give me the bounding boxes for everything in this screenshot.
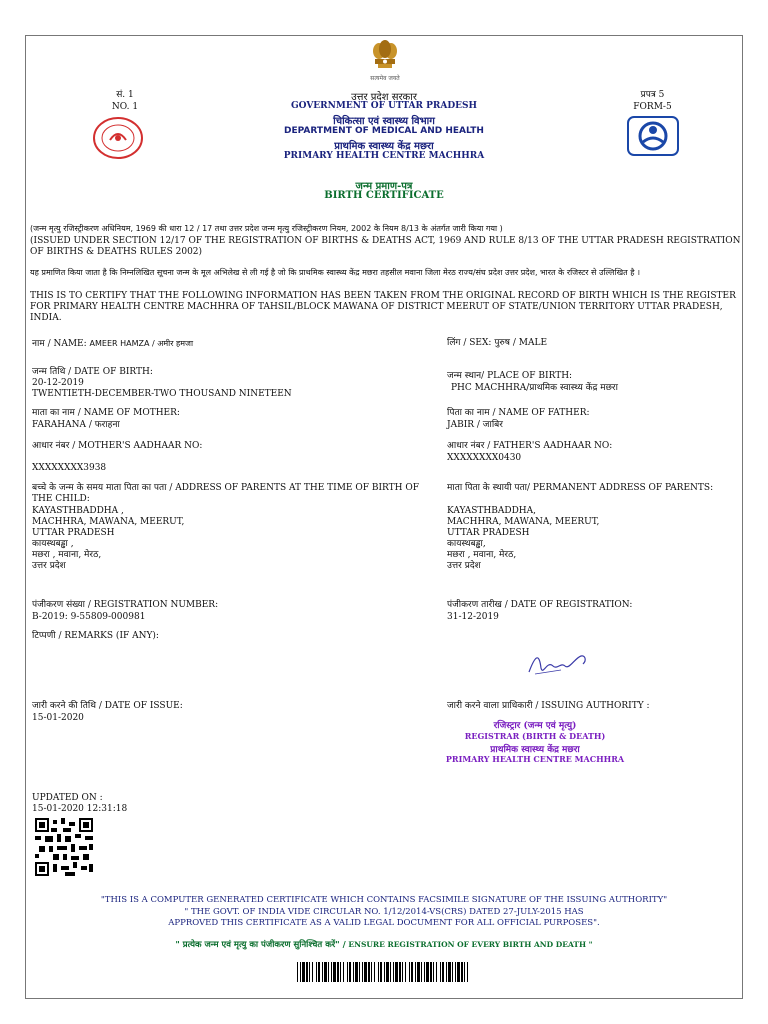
barcode-bar [421, 962, 422, 982]
barcode-icon [297, 962, 471, 982]
barcode-bar [355, 962, 358, 982]
barcode-bar [461, 962, 463, 982]
name-label-text: नाम / NAME: [32, 339, 87, 349]
qr-code [35, 818, 93, 876]
barcode-bar [312, 962, 313, 982]
certify-hindi: यह प्रमाणित किया जाता है कि निम्नलिखित सूचना जन्म के मूल अभिलेख से ली गई है जो कि प्राथमिक स्वास्थ्य केंद्र मछरा तहसील मवाना जिला मेरठ राज्य/संघ प्रदेश उत्तर प्रदेश, भारत के रजिस्टर से उल्लिखित है । [30, 268, 641, 277]
barcode-bar [402, 962, 403, 982]
address-line: उत्तर प्रदेश [447, 561, 481, 571]
signature [525, 646, 595, 680]
registrar-phc: PRIMARY HEALTH CENTRE MACHHRA [445, 754, 625, 764]
barcode-bar [440, 962, 441, 982]
updated-label: UPDATED ON : [32, 793, 103, 803]
barcode-bar [300, 962, 301, 982]
slogan-hindi: " प्रत्येक जन्म एवं मृत्यु का पंजीकरण सुनिश्चित करें" / [175, 940, 346, 950]
father-aadhaar-value: XXXXXXXX0430 [447, 453, 522, 463]
dob-words: TWENTIETH-DECEMBER-TWO THOUSAND NINETEEN [32, 389, 292, 399]
name-label [32, 338, 193, 350]
remarks-label: टिप्पणी / REMARKS (IF ANY): [32, 631, 159, 641]
barcode-bar [409, 962, 410, 982]
barcode-bar [384, 962, 385, 982]
barcode-bar [297, 962, 298, 982]
footer-computer-generated: "THIS IS A COMPUTER GENERATED CERTIFICATE WHICH CONTAINS FACSIMILE SIGNATURE OF THE ISSUING AUTHORITY" [100, 895, 668, 905]
address-line: कायस्थबड्ढा , [32, 539, 74, 549]
barcode-bar [309, 962, 310, 982]
phc-name: PRIMARY HEALTH CENTRE MACHHRA [283, 151, 485, 161]
barcode-bar [442, 962, 444, 982]
registrar-phc-hindi: प्राथमिक स्वास्थ्य केंद्र मछरा [490, 745, 580, 755]
address-perm-block [447, 506, 599, 572]
barcode-bar [380, 962, 382, 982]
barcode-bar [417, 962, 420, 982]
barcode-bar [322, 962, 323, 982]
reg-date-label: पंजीकरण तारीख / DATE OF REGISTRATION: [447, 600, 633, 610]
barcode-bar [316, 962, 317, 982]
barcode-bar [448, 962, 451, 982]
barcode-bar [374, 962, 375, 982]
address-line: KAYASTHBADDHA, [447, 506, 537, 516]
barcode [297, 962, 471, 982]
pob-label: जन्म स्थान/ PLACE OF BIRTH: [447, 371, 573, 381]
issued-under-hindi: (जन्म मृत्यु रजिस्ट्रीकरण अधिनियम, 1969 की धारा 12 / 17 तथा उत्तर प्रदेश जन्म मृत्यु रजिस्ट्रीकरण नियम, 2002 के नियम 8/13 के अंतर्गत जारी किया गया ) [30, 224, 503, 233]
father-aadhaar-label: आधार नंबर / FATHER'S AADHAAR NO: [447, 441, 613, 451]
issue-date-value: 15-01-2020 [32, 713, 84, 723]
barcode-bar [395, 962, 398, 982]
barcode-bar [424, 962, 425, 982]
barcode-bar [386, 962, 389, 982]
national-emblem [370, 40, 400, 76]
barcode-bar [433, 962, 434, 982]
address-line: कायस्थबड्ढा, [447, 539, 486, 549]
barcode-bar [457, 962, 460, 982]
reg-date-value: 31-12-2019 [447, 612, 499, 622]
reg-number-label: पंजीकरण संख्या / REGISTRATION NUMBER: [32, 600, 219, 610]
barcode-bar [331, 962, 332, 982]
phc-name-hindi: प्राथमिक स्वास्थ्य केंद्र मछरा [334, 141, 434, 152]
barcode-bar [349, 962, 351, 982]
issuing-authority-label: जारी करने वाला प्राधिकारी / ISSUING AUTHORITY : [447, 701, 650, 711]
barcode-bar [405, 962, 406, 982]
barcode-bar [343, 962, 344, 982]
sex-value: पुरुष / MALE [494, 338, 548, 348]
barcode-bar [426, 962, 429, 982]
barcode-bar [362, 962, 363, 982]
barcode-bar [324, 962, 327, 982]
reg-number-value: B-2019: 9-55809-000981 [32, 612, 146, 622]
dept-name-hindi: चिकित्सा एवं स्वास्थ्य विभाग [333, 116, 435, 127]
address-line: KAYASTHBADDHA , [32, 506, 124, 516]
barcode-bar [430, 962, 432, 982]
address-line: मछरा , मवाना, मेरठ, [32, 550, 102, 560]
barcode-bar [333, 962, 336, 982]
father-label: पिता का नाम / NAME OF FATHER: [447, 408, 590, 418]
slogan-english: ENSURE REGISTRATION OF EVERY BIRTH AND DEATH " [348, 940, 593, 949]
barcode-bar [306, 962, 308, 982]
qr-code-icon [35, 818, 93, 876]
form-no: FORM-5 [633, 102, 672, 112]
sex-label: लिंग / SEX: [447, 338, 492, 348]
barcode-bar [318, 962, 320, 982]
barcode-bar [364, 962, 367, 982]
issue-date-label: जारी करने की तिथि / DATE OF ISSUE: [32, 701, 183, 711]
barcode-bar [415, 962, 416, 982]
sex-field [447, 338, 547, 349]
barcode-bar [347, 962, 348, 982]
address-birth-label: बच्चे के जन्म के समय माता पिता का पता / ADDRESS OF PARENTS AT THE TIME OF BIRTH OF THE CHILD: [32, 483, 419, 504]
barcode-bar [359, 962, 360, 982]
barcode-bar [337, 962, 339, 982]
footer-approved: APPROVED THIS CERTIFICATE AS A VALID LEGAL DOCUMENT FOR ALL OFFICIAL PURPOSES". [168, 918, 600, 928]
form-no-hindi: प्रपत्र 5 [640, 90, 665, 100]
barcode-bar [446, 962, 447, 982]
barcode-bar [467, 962, 468, 982]
barcode-bar [353, 962, 354, 982]
govt-name: GOVERNMENT OF UTTAR PRADESH [290, 101, 478, 111]
crs-logo-icon [627, 116, 679, 156]
name-value: AMEER HAMZA / अमीर हमजा [89, 339, 194, 348]
serial-no-hindi: सं. 1 [116, 90, 134, 100]
crs-logo [627, 116, 679, 156]
mother-value: FARAHANA / फराहना [32, 420, 120, 430]
pob-value: PHC MACHHRA/प्राथमिक स्वास्थ्य केंद्र मछरा [451, 383, 618, 393]
father-value: JABIR / जाबिर [447, 420, 503, 430]
barcode-bar [371, 962, 372, 982]
barcode-bar [378, 962, 379, 982]
address-line: MACHHRA, MAWANA, MEERUT, [32, 517, 185, 527]
address-birth-block [32, 506, 184, 572]
govt-name-hindi: उत्तर प्रदेश सरकार [351, 92, 417, 103]
address-line: UTTAR PRADESH [32, 528, 115, 538]
dept-name: DEPARTMENT OF MEDICAL AND HEALTH [284, 126, 484, 136]
up-seal-icon [92, 116, 144, 160]
barcode-bar [452, 962, 453, 982]
footer-circular: " THE GOVT. OF INDIA VIDE CIRCULAR NO. 1/12/2014-VS(CRS) DATED 27-JULY-2015 HAS [184, 907, 584, 917]
lion-capital-icon [370, 40, 400, 76]
mother-aadhaar-label: आधार नंबर / MOTHER'S AADHAAR NO: [32, 441, 203, 451]
registrar: REGISTRAR (BIRTH & DEATH) [464, 731, 606, 741]
mother-aadhaar-value: XXXXXXXX3938 [32, 463, 107, 473]
serial-no: NO. 1 [111, 102, 139, 112]
address-line: UTTAR PRADESH [447, 528, 530, 538]
issued-under: (ISSUED UNDER SECTION 12/17 OF THE REGISTRATION OF BIRTHS & DEATHS ACT, 1969 AND RULE 8/13 OF THE UTTAR PRADESH REGISTRATION OF BIRTHS & DEATHS RULES 2002) [30, 236, 741, 257]
updated-value: 15-01-2020 12:31:18 [32, 804, 128, 814]
barcode-bar [436, 962, 437, 982]
registrar-hindi: रजिस्ट्रार (जन्म एवं मृत्यु) [493, 721, 577, 731]
barcode-bar [328, 962, 329, 982]
title: BIRTH CERTIFICATE [324, 190, 444, 201]
barcode-bar [393, 962, 394, 982]
barcode-bar [399, 962, 401, 982]
emblem-motto: सत्यमेव जयते [370, 75, 400, 82]
title-hindi: जन्म प्रमाण-पत्र [355, 181, 413, 192]
address-line: उत्तर प्रदेश [32, 561, 66, 571]
barcode-bar [411, 962, 413, 982]
barcode-bar [464, 962, 465, 982]
certify-english: THIS IS TO CERTIFY THAT THE FOLLOWING INFORMATION HAS BEEN TAKEN FROM THE ORIGINAL RECORD OF BIRTH WHICH IS THE REGISTER FOR PRIMARY HEALTH CENTRE MACHHRA OF TAHSIL/BLOCK MAWANA OF DISTRICT MEERUT OF STATE/UNION TERRITORY UTTAR PRADESH, INDIA. [30, 291, 736, 323]
address-line: MACHHRA, MAWANA, MEERUT, [447, 517, 600, 527]
address-perm-label: माता पिता के स्थायी पता/ PERMANENT ADDRESS OF PARENTS: [447, 483, 714, 493]
barcode-bar [368, 962, 370, 982]
barcode-bar [302, 962, 305, 982]
dob-label: जन्म तिथि / DATE OF BIRTH: [32, 367, 153, 377]
mother-label: माता का नाम / NAME OF MOTHER: [32, 408, 180, 418]
signature-icon [525, 646, 595, 680]
barcode-bar [340, 962, 341, 982]
address-line: मछरा , मवाना, मेरठ, [447, 550, 517, 560]
footer-slogan [30, 939, 738, 950]
dob-value: 20-12-2019 [32, 378, 84, 388]
barcode-bar [455, 962, 456, 982]
barcode-bar [390, 962, 391, 982]
up-govt-logo [92, 116, 144, 160]
